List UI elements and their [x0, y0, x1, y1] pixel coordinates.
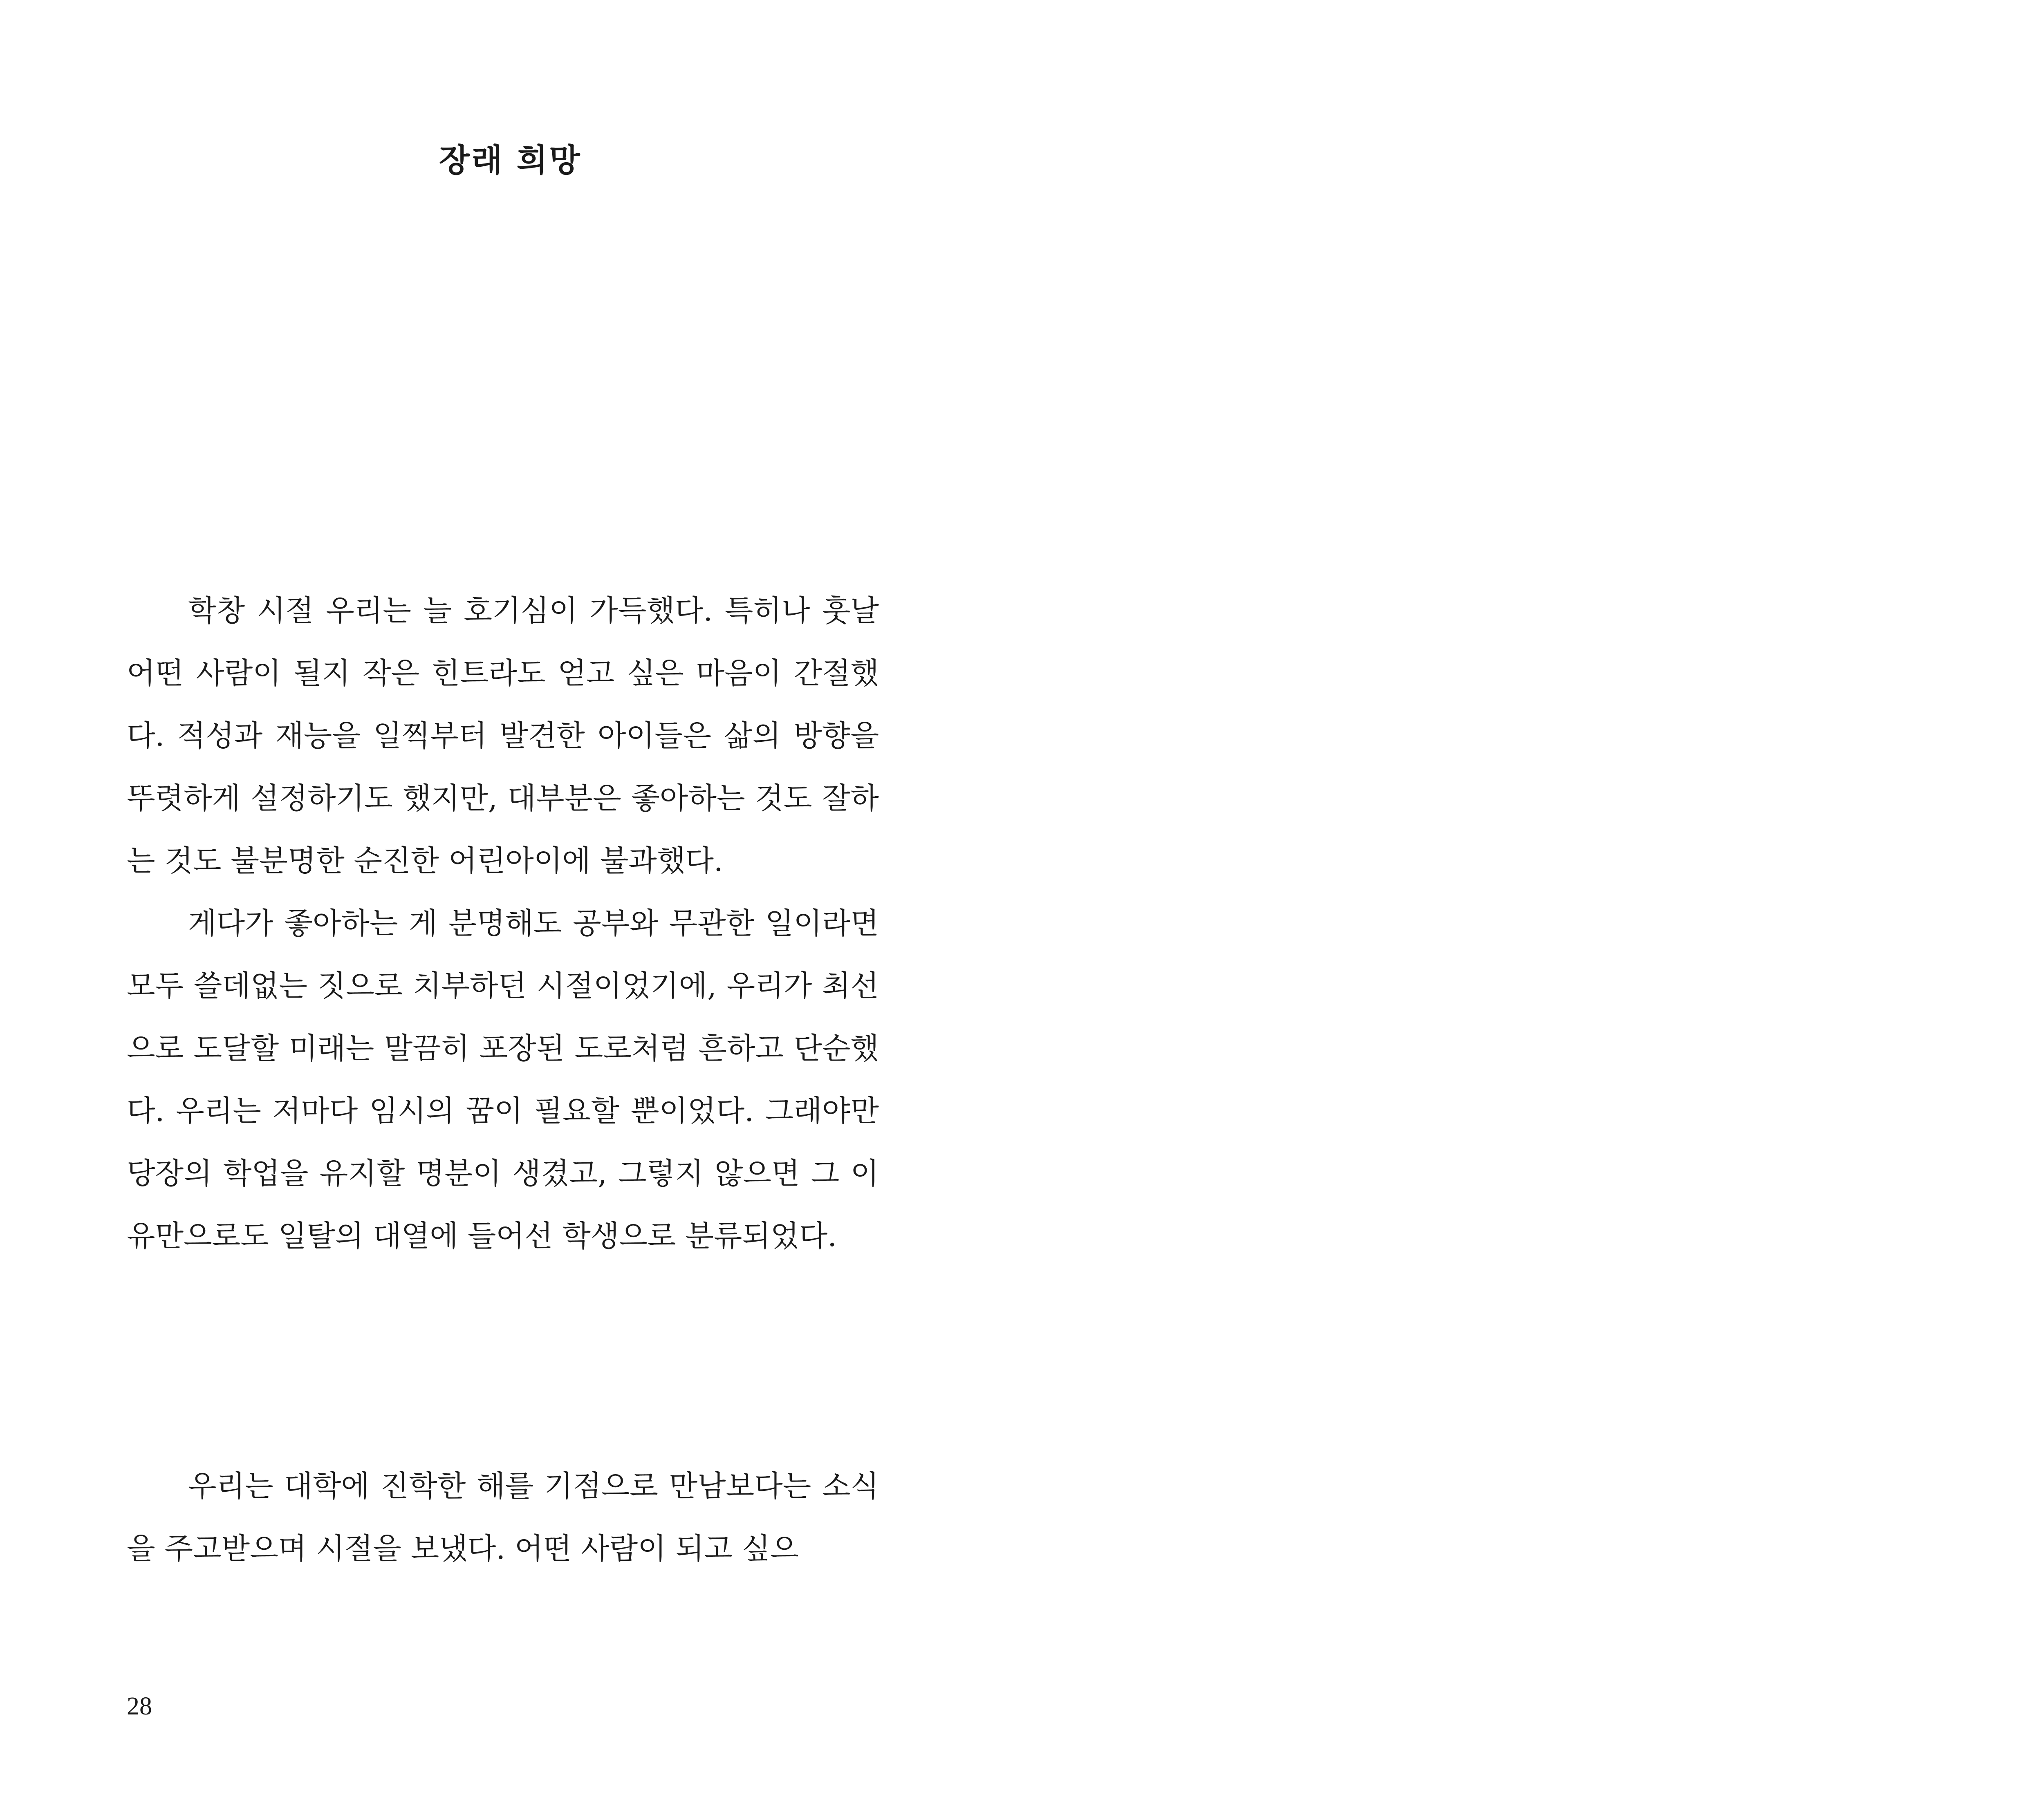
paragraph: 게다가 좋아하는 게 분명해도 공부와 무관한 일이라면 모두 쓸데없는 짓으로 치부하던 시절이었기에, 우리가 최선으로 도달할 미래는 말끔히 포장된 도로처럼 흔하고 단순했다. 우리는 저마다 임시의 꿈이 필요할 뿐이었다. 그래야만 당장의 학업을 유지할 명분이 생겼고, 그렇지 않으면 그 이유만으로도 일탈의 대열에 들어선 학생으로 분류되었다.: [127, 906, 879, 1253]
paragraph: 학창 시절 우리는 늘 호기심이 가득했다. 특히나 훗날 어떤 사람이 될지 작은 힌트라도 얻고 싶은 마음이 간절했다. 적성과 재능을 일찍부터 발견한 아이들은 삶의 방향을 뚜렷하게 설정하기도 했지만, 대부분은 좋아하는 것도 잘하는 것도 불분명한 순진한 어린아이에 불과했다.: [127, 593, 879, 878]
paragraph: 우리는 대학에 진학한 해를 기점으로 만남보다는 소식을 주고받으며 시절을 보냈다. 어떤 사람이 되고 싶으: [127, 1469, 879, 1566]
chapter-title: 장래 희망: [439, 142, 582, 179]
left-section-2: [127, 1455, 879, 1580]
page-number-left: 28: [127, 1692, 152, 1720]
right-page: [1091, 0, 2044, 1815]
left-section-1: [127, 580, 879, 1267]
